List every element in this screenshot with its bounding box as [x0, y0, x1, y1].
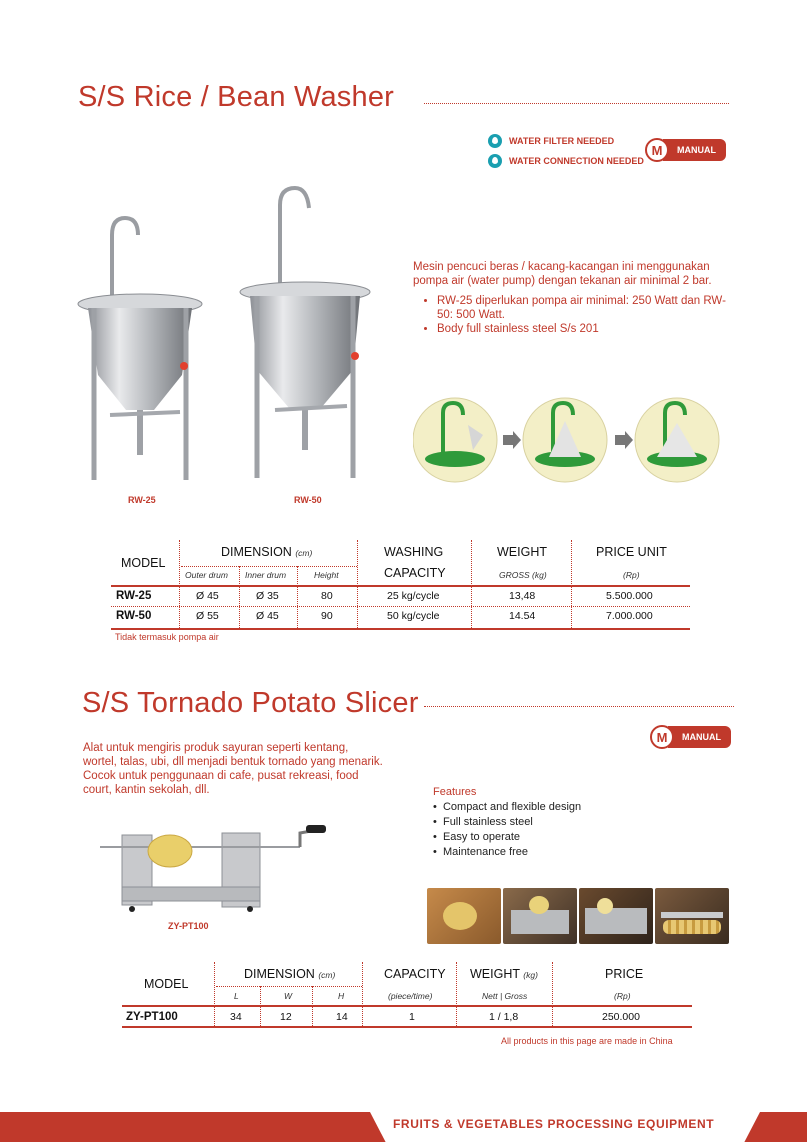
photo-slicer-1	[503, 888, 577, 944]
section-title-potato-slicer: S/S Tornado Potato Slicer	[82, 687, 419, 719]
header-price-unit: PRICE UNIT	[596, 545, 667, 559]
description-text: Mesin pencuci beras / kacang-kacangan ini menggunakan pompa air (water pump) dengan tekanan air minimal 2 bar.	[413, 261, 712, 287]
footer-label: FRUITS & VEGETABLES PROCESSING EQUIPMENT	[393, 1117, 715, 1131]
photo-potato	[427, 888, 501, 944]
rw-25-image	[78, 218, 202, 480]
table-row: ZY-PT100 34 12 14 1 1 / 1,8 250.000	[126, 1011, 640, 1023]
section-title-rice-washer: S/S Rice / Bean Washer	[78, 81, 395, 113]
features-block	[433, 786, 581, 860]
header-weight: WEIGHT	[497, 545, 547, 559]
subheader-h: H	[338, 991, 345, 1001]
caption-zy-pt100: ZY-PT100	[168, 921, 209, 931]
header-weight: WEIGHT (kg)	[470, 967, 538, 981]
rice-washer-description	[413, 260, 733, 336]
subheader-rp: (Rp)	[623, 570, 640, 580]
potato-slicer-image	[100, 825, 330, 917]
step-2-image	[523, 398, 607, 482]
manual-m-icon: M	[645, 138, 669, 162]
subheader-rp: (Rp)	[614, 991, 631, 1001]
manual-m-icon: M	[650, 725, 674, 749]
subheader-outer-drum: Outer drum	[185, 570, 228, 580]
list-item: • Full stainless steel	[433, 816, 533, 828]
photo-slicer-2	[579, 888, 653, 944]
header-washing: WASHING	[384, 545, 444, 559]
subheader-height: Height	[314, 570, 339, 580]
subheader-w: W	[284, 991, 293, 1001]
water-drop-icon	[488, 134, 502, 148]
water-drop-icon	[488, 154, 502, 168]
step-1-image	[413, 398, 497, 482]
header-dimension: DIMENSION (cm)	[221, 545, 313, 559]
photo-slicer-3	[655, 888, 729, 944]
header-model: MODEL	[121, 556, 166, 570]
features-list	[433, 800, 581, 860]
subheader-gross: GROSS (kg)	[499, 570, 547, 580]
arrow-icon	[615, 431, 633, 449]
badge-water-connection	[488, 154, 644, 168]
bullet-item: • RW-25 diperlukan pompa air minimal: 250 Watt dan RW-50: 500 Watt.	[437, 294, 733, 322]
potato-slicer-description: Alat untuk mengiris produk sayuran seperti kentang, wortel, talas, ubi, dll menjadi bentuk tornado yang menarik. Cocok untuk penggunaan di cafe, pusat rekreasi, food court, kantin sekolah, dll.	[83, 742, 383, 796]
manual-badge	[650, 725, 731, 749]
list-item: • Maintenance free	[433, 846, 528, 858]
caption-rw-50: RW-50	[294, 495, 322, 505]
rice-washer-spec-table	[111, 540, 690, 630]
manual-label: MANUAL	[663, 139, 726, 161]
header-dimension: DIMENSION (cm)	[244, 967, 336, 981]
manual-label: MANUAL	[668, 726, 731, 748]
table-note: Tidak termasuk pompa air	[115, 632, 219, 642]
manual-badge	[645, 138, 726, 162]
subheader-nett-gross: Nett | Gross	[482, 991, 528, 1001]
caption-rw-25: RW-25	[128, 495, 156, 505]
made-in-note: All products in this page are made in China	[501, 1036, 673, 1046]
title-divider	[424, 706, 734, 707]
list-item: • Compact and flexible design	[433, 801, 582, 813]
subheader-inner-drum: Inner drum	[245, 570, 287, 580]
subheader-piece-time: (piece/time)	[388, 991, 433, 1001]
washing-process-illustration	[413, 395, 728, 485]
badge-water-filter	[488, 134, 614, 148]
header-price: PRICE	[605, 967, 644, 981]
title-divider	[424, 103, 729, 104]
rw-50-image	[240, 188, 370, 478]
header-model: MODEL	[144, 977, 189, 991]
rice-washer-images	[70, 180, 380, 490]
list-item: • Easy to operate	[433, 831, 521, 843]
badge-water-connection-label: WATER CONNECTION NEEDED	[509, 156, 644, 166]
badge-water-filter-label: WATER FILTER NEEDED	[509, 136, 615, 146]
table-row: RW-50 Ø 55 Ø 45 90 50 kg/cycle 14.54 7.000.000	[116, 610, 653, 622]
table-row: RW-25 Ø 45 Ø 35 80 25 kg/cycle 13,48 5.500.000	[116, 590, 653, 602]
arrow-icon	[503, 431, 521, 449]
bullet-list	[413, 294, 733, 336]
header-capacity: CAPACITY	[384, 967, 446, 981]
subheader-l: L	[234, 991, 239, 1001]
bullet-item: • Body full stainless steel S/s 201	[437, 322, 733, 336]
features-title: Features	[433, 786, 477, 798]
step-3-image	[635, 398, 719, 482]
potato-slicer-spec-table	[122, 962, 692, 1028]
header-capacity: CAPACITY	[384, 566, 446, 580]
